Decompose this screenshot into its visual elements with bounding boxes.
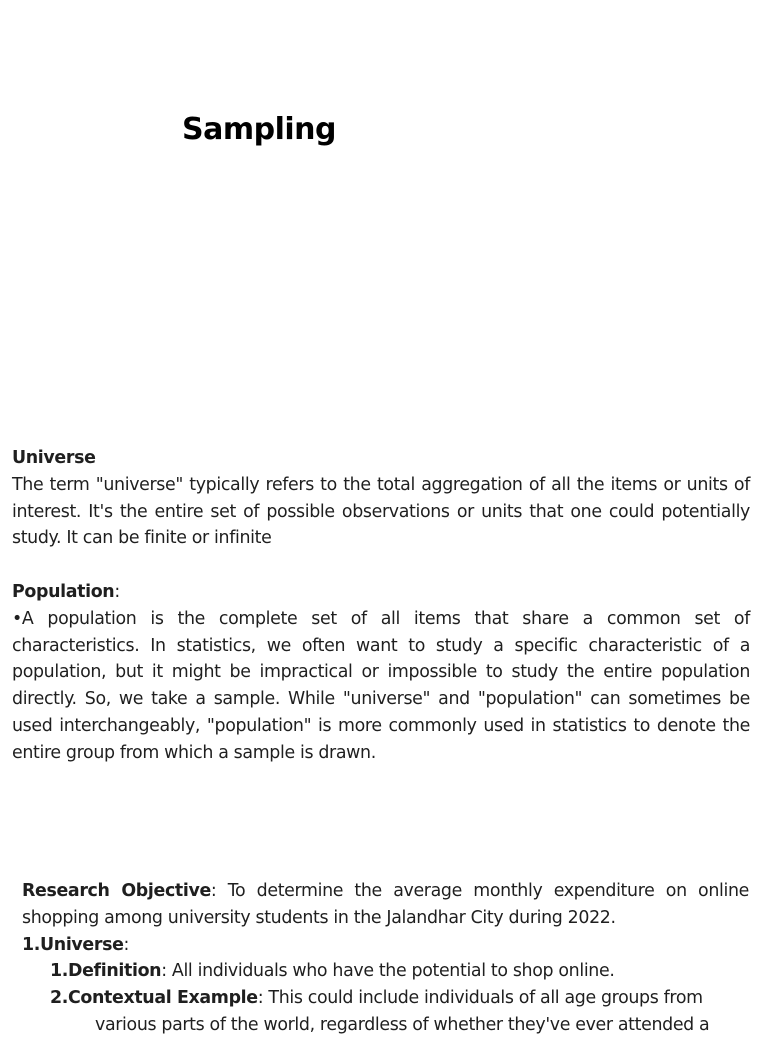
sub-continuation: various parts of the world, regardless of whether they've ever attended a <box>95 1014 710 1035</box>
research-objective <box>22 878 749 932</box>
list-item-colon: : <box>123 934 130 955</box>
sub-label: Contextual Example <box>68 988 258 1009</box>
population-text: •A population is the complete set of all items that share a common set of characteristics. In statistics, we often want to study a specific characteristic of a population, but it might be impractical or impossible to study the entire population directly. So, we take a sample. While "universe" and "population" can sometimes be used interchangeably, "population" is more commonly used in statistics to denote the entire group from which a sample is drawn. <box>12 608 750 763</box>
sub-text: : This could include individuals of all age groups from <box>257 988 703 1009</box>
research-objective-label: Research Objective <box>22 881 211 901</box>
page-title: Sampling <box>182 112 336 147</box>
list-item-universe <box>22 932 749 959</box>
population-section <box>12 579 750 767</box>
population-heading: Population <box>12 582 115 602</box>
sub-item-contextual-example <box>50 985 749 1012</box>
sub-text: : All individuals who have the potential to shop online. <box>161 961 615 982</box>
sub-item-definition <box>50 958 749 985</box>
sub-number: 2. <box>50 988 69 1009</box>
universe-section <box>12 445 750 552</box>
sub-label: Definition <box>68 961 162 982</box>
list-number: 1. <box>22 934 41 955</box>
universe-heading: Universe <box>12 448 96 468</box>
sub-number: 1. <box>50 961 69 982</box>
population-heading-line <box>12 579 750 606</box>
research-section <box>22 878 749 1039</box>
population-colon: : <box>114 582 120 602</box>
list-item-label: Universe <box>40 934 124 955</box>
research-objective-text: : To determine the average monthly expenditure on online shopping among university students in the Jalandhar City during 2022. <box>22 881 749 928</box>
universe-text: The term "universe" typically refers to the total aggregation of all the items or units of interest. It's the entire set of possible observations or units that one could potentially study. It can be finite or infinite <box>12 474 750 549</box>
sub-list <box>22 958 749 1038</box>
